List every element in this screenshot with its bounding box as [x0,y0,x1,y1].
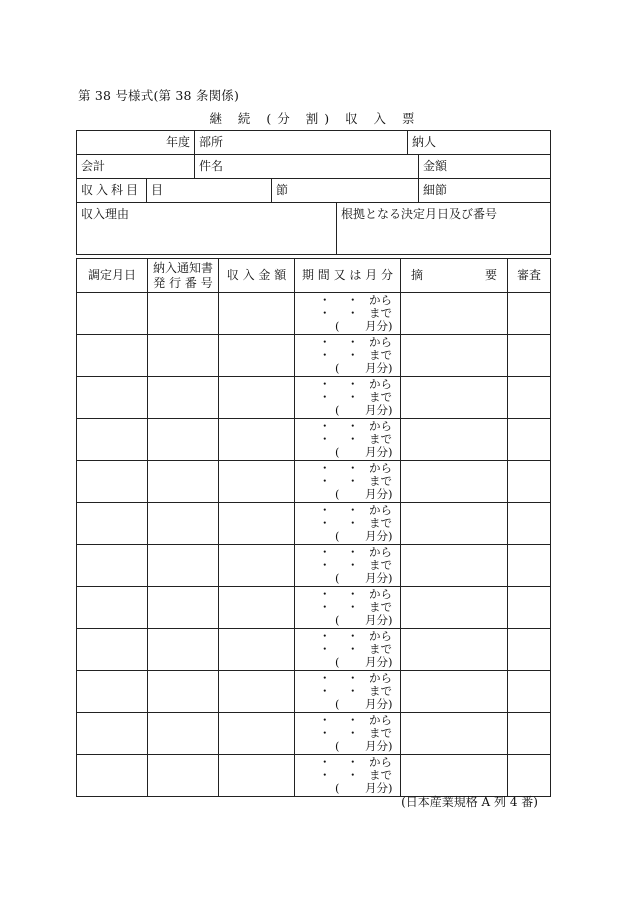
period-paren: ( [335,529,340,543]
period-cell[interactable] [295,545,401,587]
period-paren: ( [335,361,340,375]
period-dot: ・ [319,726,331,740]
period-dot: ・ [347,642,359,656]
period-dot: ・ [347,587,359,601]
revenue-amount-cell[interactable] [219,587,295,629]
period-months: 月分) [365,613,393,627]
setsu-label: 節 [276,183,289,197]
period-from: から [369,713,392,727]
period-months: 月分) [365,529,393,543]
period-dot: ・ [319,684,331,698]
period-dot: ・ [319,558,331,572]
abstract-cell[interactable] [401,377,508,419]
period-dot: ・ [347,306,359,320]
decision-basis-label: 根拠となる決定月日及び番号 [341,207,498,221]
notice-number-cell[interactable] [148,461,219,503]
table-row [77,671,551,713]
payer-label: 納人 [412,135,437,149]
col-notice-line2: 発 行 番 号 [153,275,213,290]
period-from: から [369,419,392,433]
period-cell[interactable] [295,503,401,545]
table-row [77,335,551,377]
notice-number-cell[interactable] [148,713,219,755]
table-row [77,545,551,587]
period-dot: ・ [319,348,331,362]
notice-number-cell[interactable] [148,629,219,671]
abstract-cell[interactable] [401,629,508,671]
period-until: まで [369,558,392,572]
notice-number-cell[interactable] [148,671,219,713]
assessment-date-cell[interactable] [77,629,148,671]
assessment-date-cell[interactable] [77,671,148,713]
period-paren: ( [335,739,340,753]
audit-cell[interactable] [508,545,551,587]
table-row [77,503,551,545]
audit-cell[interactable] [508,461,551,503]
revenue-amount-cell[interactable] [219,755,295,797]
form-title: 継 続 (分 割) 収 入 票 [209,111,421,126]
period-until: まで [369,432,392,446]
table-row [77,377,551,419]
period-cell[interactable] [295,755,401,797]
period-until: まで [369,348,392,362]
revenue-amount-cell[interactable] [219,377,295,419]
period-dot: ・ [319,600,331,614]
detail-table [76,258,551,797]
period-from: から [369,587,392,601]
period-dot: ・ [319,516,331,530]
period-dot: ・ [319,587,331,601]
assessment-date-cell[interactable] [77,713,148,755]
period-cell[interactable] [295,335,401,377]
revenue-reason-field[interactable] [77,203,337,255]
audit-cell[interactable] [508,671,551,713]
period-from: から [369,461,392,475]
period-dot: ・ [319,503,331,517]
period-dot: ・ [347,335,359,349]
audit-cell[interactable] [508,419,551,461]
abstract-cell[interactable] [401,293,508,335]
period-until: まで [369,684,392,698]
revenue-amount-cell[interactable] [219,461,295,503]
period-from: から [369,671,392,685]
table-row [77,587,551,629]
period-paren: ( [335,655,340,669]
abstract-cell[interactable] [401,713,508,755]
period-months: 月分) [365,697,393,711]
period-dot: ・ [319,432,331,446]
period-from: から [369,377,392,391]
notice-number-cell[interactable] [148,503,219,545]
period-from: から [369,503,392,517]
period-dot: ・ [347,755,359,769]
period-dot: ・ [319,545,331,559]
department-field[interactable] [195,131,408,155]
period-months: 月分) [365,403,393,417]
moku-field[interactable] [147,179,272,203]
period-cell[interactable] [295,377,401,419]
period-cell[interactable] [295,671,401,713]
period-dot: ・ [347,671,359,685]
revenue-amount-cell[interactable] [219,713,295,755]
period-dot: ・ [347,684,359,698]
period-dot: ・ [347,432,359,446]
period-dot: ・ [347,768,359,782]
period-dot: ・ [319,390,331,404]
table-row [77,461,551,503]
assessment-date-cell[interactable] [77,755,148,797]
period-dot: ・ [347,516,359,530]
table-row [77,755,551,797]
audit-cell[interactable] [508,755,551,797]
period-dot: ・ [319,335,331,349]
period-dot: ・ [319,306,331,320]
col-audit: 審査 [508,259,551,293]
period-from: から [369,545,392,559]
col-period: 期 間 又 は 月 分 [295,259,401,293]
period-dot: ・ [319,293,331,307]
period-until: まで [369,768,392,782]
assessment-date-cell[interactable] [77,377,148,419]
period-dot: ・ [347,629,359,643]
period-months: 月分) [365,739,393,753]
table-row [77,293,551,335]
period-dot: ・ [347,713,359,727]
period-dot: ・ [347,461,359,475]
period-dot: ・ [347,600,359,614]
revenue-amount-cell[interactable] [219,419,295,461]
period-dot: ・ [347,726,359,740]
period-months: 月分) [365,445,393,459]
period-dot: ・ [347,293,359,307]
notice-number-cell[interactable] [148,419,219,461]
audit-cell[interactable] [508,713,551,755]
period-months: 月分) [365,781,393,795]
abstract-cell[interactable] [401,755,508,797]
period-months: 月分) [365,487,393,501]
footer-note: (日本産業規格 A 列 4 番) [401,795,538,809]
col-notice-number [148,259,219,293]
notice-number-cell[interactable] [148,587,219,629]
header-table [76,130,551,255]
assessment-date-cell[interactable] [77,545,148,587]
revenue-reason-label: 収入理由 [81,207,130,221]
abstract-cell[interactable] [401,545,508,587]
payer-field[interactable] [408,131,551,155]
revenue-amount-cell[interactable] [219,335,295,377]
period-until: まで [369,726,392,740]
audit-cell[interactable] [508,629,551,671]
period-dot: ・ [319,755,331,769]
detail-header-row [77,259,551,293]
notice-number-cell[interactable] [148,545,219,587]
period-dot: ・ [319,377,331,391]
period-cell[interactable] [295,419,401,461]
period-until: まで [369,390,392,404]
period-months: 月分) [365,571,393,585]
notice-number-cell[interactable] [148,755,219,797]
saisetsu-label: 細節 [423,183,448,197]
assessment-date-cell[interactable] [77,293,148,335]
setsu-field[interactable] [272,179,419,203]
period-from: から [369,629,392,643]
period-dot: ・ [319,629,331,643]
period-until: まで [369,306,392,320]
period-paren: ( [335,319,340,333]
period-until: まで [369,474,392,488]
revenue-amount-cell[interactable] [219,671,295,713]
notice-number-cell[interactable] [148,293,219,335]
revenue-amount-cell[interactable] [219,629,295,671]
item-name-label: 件名 [199,159,224,173]
fiscal-year-field[interactable] [77,131,195,155]
audit-cell[interactable] [508,335,551,377]
period-paren: ( [335,571,340,585]
period-dot: ・ [347,503,359,517]
abstract-cell[interactable] [401,503,508,545]
assessment-date-cell[interactable] [77,335,148,377]
period-paren: ( [335,613,340,627]
fiscal-year-label: 年度 [166,135,191,149]
notice-number-cell[interactable] [148,335,219,377]
period-paren: ( [335,487,340,501]
item-name-field[interactable] [195,155,419,179]
form-number: 第 38 号様式(第 38 条関係) [78,88,240,103]
table-row [77,419,551,461]
saisetsu-field[interactable] [419,179,551,203]
table-row [77,629,551,671]
period-dot: ・ [347,377,359,391]
period-dot: ・ [319,474,331,488]
period-from: から [369,755,392,769]
col-assessment-date: 調定月日 [77,259,148,293]
abstract-cell[interactable] [401,671,508,713]
period-dot: ・ [319,461,331,475]
period-cell[interactable] [295,293,401,335]
period-dot: ・ [319,671,331,685]
period-dot: ・ [319,419,331,433]
assessment-date-cell[interactable] [77,461,148,503]
assessment-date-cell[interactable] [77,587,148,629]
col-abstract-1: 摘 [411,268,424,282]
col-notice-line1: 納入通知書 [152,260,213,275]
period-paren: ( [335,445,340,459]
period-months: 月分) [365,319,393,333]
period-until: まで [369,600,392,614]
account-label: 会計 [81,159,106,173]
period-from: から [369,335,392,349]
period-from: から [369,293,392,307]
col-abstract-2: 要 [484,268,497,282]
audit-cell[interactable] [508,293,551,335]
period-paren: ( [335,697,340,711]
abstract-cell[interactable] [401,587,508,629]
period-dot: ・ [347,390,359,404]
period-dot: ・ [347,419,359,433]
table-row [77,713,551,755]
period-until: まで [369,516,392,530]
notice-number-cell[interactable] [148,377,219,419]
decision-basis-field[interactable] [337,203,551,255]
abstract-cell[interactable] [401,461,508,503]
period-until: まで [369,642,392,656]
moku-label: 目 [151,183,164,197]
abstract-cell[interactable] [401,335,508,377]
col-abstract [401,259,508,293]
revenue-amount-cell[interactable] [219,503,295,545]
period-dot: ・ [319,642,331,656]
period-cell[interactable] [295,629,401,671]
col-revenue-amount: 収 入 金 額 [219,259,295,293]
assessment-date-cell[interactable] [77,503,148,545]
period-dot: ・ [347,348,359,362]
revenue-amount-cell[interactable] [219,293,295,335]
period-dot: ・ [319,768,331,782]
period-paren: ( [335,403,340,417]
period-cell[interactable] [295,587,401,629]
revenue-amount-cell[interactable] [219,545,295,587]
period-cell[interactable] [295,713,401,755]
account-field[interactable] [77,155,195,179]
assessment-date-cell[interactable] [77,419,148,461]
amount-field[interactable] [419,155,551,179]
department-label: 部所 [199,135,224,149]
amount-label: 金額 [423,159,448,173]
period-dot: ・ [347,545,359,559]
period-dot: ・ [347,558,359,572]
period-months: 月分) [365,361,393,375]
revenue-item-label: 収入科目 [77,179,147,203]
abstract-cell[interactable] [401,419,508,461]
period-months: 月分) [365,655,393,669]
audit-cell[interactable] [508,503,551,545]
period-cell[interactable] [295,461,401,503]
audit-cell[interactable] [508,377,551,419]
period-paren: ( [335,781,340,795]
period-dot: ・ [347,474,359,488]
audit-cell[interactable] [508,587,551,629]
period-dot: ・ [319,713,331,727]
